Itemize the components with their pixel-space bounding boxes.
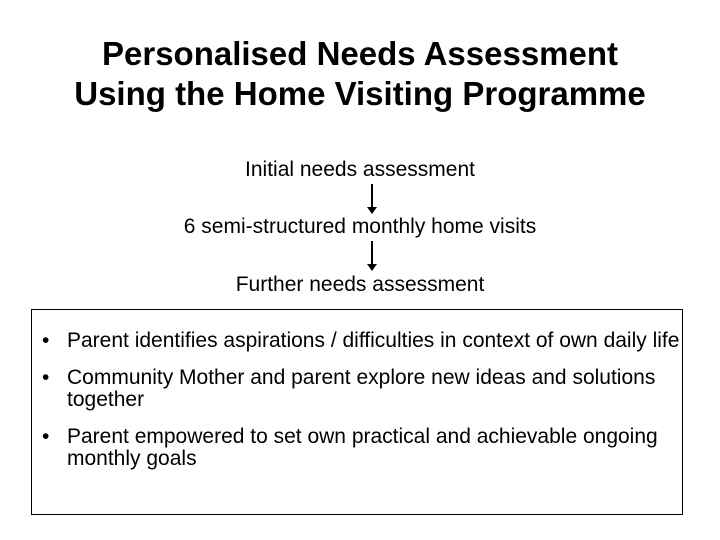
page-title — [0, 34, 720, 114]
outcomes-box — [31, 309, 683, 515]
bullet-icon: • — [42, 425, 50, 448]
bullet-icon: • — [42, 366, 50, 389]
arrow-down-icon — [371, 241, 373, 265]
arrow-down-icon — [371, 184, 373, 208]
list-item-text: Community Mother and parent explore new ideas and solutions together — [67, 366, 656, 411]
list-item — [42, 426, 682, 470]
flow-step-initial-assessment: Initial needs assessment — [245, 158, 475, 181]
title-line-1: Personalised Needs Assessment — [101, 35, 619, 72]
list-item-text: Parent identifies aspirations / difficulties in context of own daily life — [67, 329, 680, 352]
title-line-2: Using the Home Visiting Programme — [74, 75, 646, 112]
flow-step-home-visits: 6 semi-structured monthly home visits — [183, 215, 537, 238]
flow-step-further-assessment: Further needs assessment — [235, 273, 485, 296]
bullet-icon: • — [42, 329, 50, 352]
list-item — [42, 367, 682, 411]
list-item — [42, 330, 682, 352]
outcomes-list — [42, 330, 682, 485]
list-item-text: Parent empowered to set own practical and achievable ongoing monthly goals — [67, 425, 658, 470]
